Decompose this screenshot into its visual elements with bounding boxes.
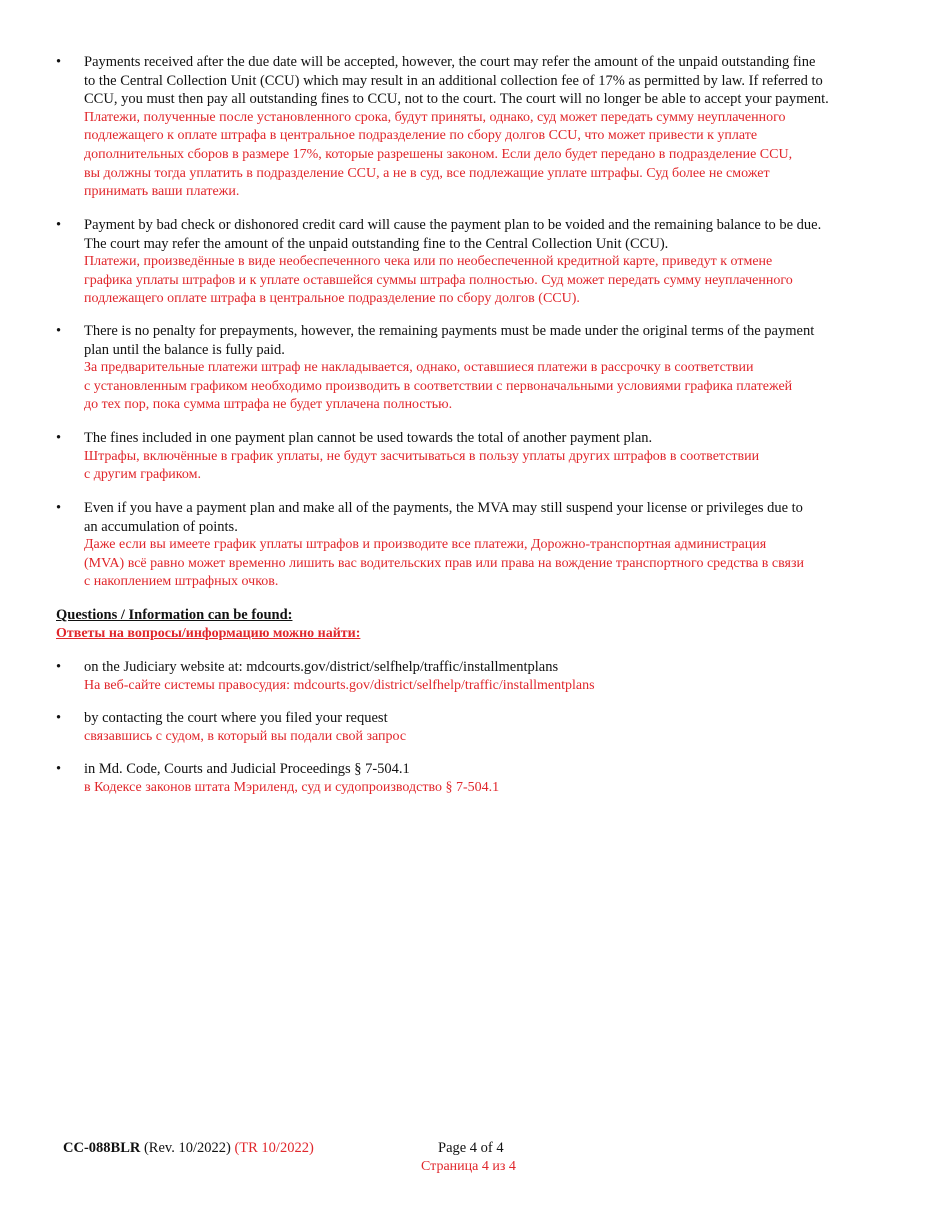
text-line-ru: Платежи, полученные после установленного срока, будут приняты, однако, суд может передать сумму неуплаченного — [84, 109, 786, 125]
page-number: Page 4 of 4 — [438, 1140, 504, 1156]
text-line-ru: до тех пор, пока сумма штрафа не будет уплачена полностью. — [84, 397, 453, 413]
bullet-marker: • — [56, 323, 62, 339]
translation-revision: (TR 10/2022) — [234, 1140, 314, 1156]
text-line-ru: На веб-сайте системы правосудия: mdcourts.gov/district/selfhelp/traffic/installmentplans — [84, 677, 595, 693]
bullet-md-code — [56, 760, 896, 797]
text-line-ru: подлежащего к оплате штрафа в центральное подразделение по сбору долгов CCU, что может привести к уплате — [84, 128, 758, 144]
text-line-ru: с другим графиком. — [84, 467, 201, 483]
text-line-ru: подлежащего оплате штрафа в центральное подразделение по сбору долгов (CCU). — [84, 291, 580, 307]
form-revision: (Rev. 10/2022) — [143, 1140, 231, 1156]
text-line-en: The court may refer the amount of the unpaid outstanding fine to the Central Collection Unit (CCU). — [84, 235, 669, 252]
text-line-ru: принимать ваши платежи. — [84, 184, 240, 200]
questions-heading-ru: Ответы на вопросы/информацию можно найти: — [56, 626, 361, 641]
bullet-mva-suspension — [56, 499, 896, 592]
text-line-ru: связавшись с судом, в который вы подали свой запрос — [84, 728, 407, 744]
text-line-ru: За предварительные платежи штраф не накладывается, однако, оставшиеся платежи в рассрочку в соответствии — [84, 360, 754, 376]
text-line-ru: с установленным графиком необходимо производить в соответствии с первоначальными условиями графика платежей — [84, 378, 793, 394]
text-line-en: plan until the balance is fully paid. — [84, 341, 285, 358]
text-line-en: Payment by bad check or dishonored credit card will cause the payment plan to be voided and the remaining balance to be due. — [84, 217, 822, 233]
text-line-en: There is no penalty for prepayments, however, the remaining payments must be made under the original terms of the payment — [84, 323, 815, 339]
text-line-ru: Штрафы, включённые в график уплаты, не будут засчитываться в пользу уплаты других штрафов в соответствии — [84, 448, 760, 464]
text-line-en: CCU, you must then pay all outstanding fines to CCU, not to the court. The court will no longer be able to accept your payment. — [84, 91, 829, 108]
form-number: CC-088BLR — [63, 1140, 141, 1156]
bullet-bad-check — [56, 216, 896, 309]
text-line-ru: Платежи, произведённые в виде необеспеченного чека или по необеспеченной кредитной карте, приведут к отмене — [84, 254, 773, 270]
bullet-judiciary-website — [56, 658, 896, 695]
text-line-en: The fines included in one payment plan cannot be used towards the total of another payment plan. — [84, 430, 653, 446]
text-line-en: Payments received after the due date will be accepted, however, the court may refer the amount of the unpaid outstanding fine — [84, 54, 816, 70]
footer-form-id — [63, 1140, 314, 1157]
bullet-marker: • — [56, 710, 62, 726]
text-line-en: to the Central Collection Unit (CCU) which may result in an additional collection fee of 17% as permitted by law. If referred to — [84, 72, 823, 89]
bullet-contact-court — [56, 709, 896, 746]
text-line-ru: графика уплаты штрафов и к уплате оставшейся суммы штрафа полностью. Суд может передать сумму неуплаченного — [84, 272, 793, 288]
page-number-ru: Страница 4 из 4 — [421, 1159, 516, 1174]
text-line-ru: (MVA) всё равно может временно лишить вас водительских прав или права на вождение транспортного средства в связи — [84, 555, 805, 571]
text-line-en: by contacting the court where you filed your request — [84, 710, 388, 726]
text-line-en: on the Judiciary website at: mdcourts.gov/district/selfhelp/traffic/installmentplans — [84, 659, 559, 675]
bullet-marker: • — [56, 500, 62, 516]
text-line-ru: с накоплением штрафных очков. — [84, 574, 279, 590]
bullet-marker: • — [56, 659, 62, 675]
bullet-separate-plans — [56, 429, 896, 485]
bullet-prepayments — [56, 322, 896, 415]
text-line-ru: в Кодексе законов штата Мэриленд, суд и судопроизводство § 7-504.1 — [84, 779, 500, 795]
text-line-en: in Md. Code, Courts and Judicial Proceedings § 7-504.1 — [84, 761, 410, 777]
text-line-ru: Даже если вы имеете график уплаты штрафов и производите все платежи, Дорожно-транспортная администрация — [84, 537, 767, 553]
bullet-marker: • — [56, 54, 62, 70]
text-line-en: Even if you have a payment plan and make all of the payments, the MVA may still suspend your license or privileges due to — [84, 500, 803, 516]
bullet-marker: • — [56, 430, 62, 446]
bullet-late-payments — [56, 53, 896, 202]
bullet-marker: • — [56, 217, 62, 233]
bullet-marker: • — [56, 761, 62, 777]
text-line-ru: вы должны тогда уплатить в подразделение CCU, а не в суд, все подлежащие уплате штрафы. Суд более не сможет — [84, 165, 770, 181]
text-line-en: an accumulation of points. — [84, 518, 238, 535]
text-line-ru: дополнительных сборов в размере 17%, которые разрешены законом. Если дело будет передано в подразделение CCU, — [84, 146, 793, 162]
questions-heading: Questions / Information can be found: — [56, 607, 293, 623]
